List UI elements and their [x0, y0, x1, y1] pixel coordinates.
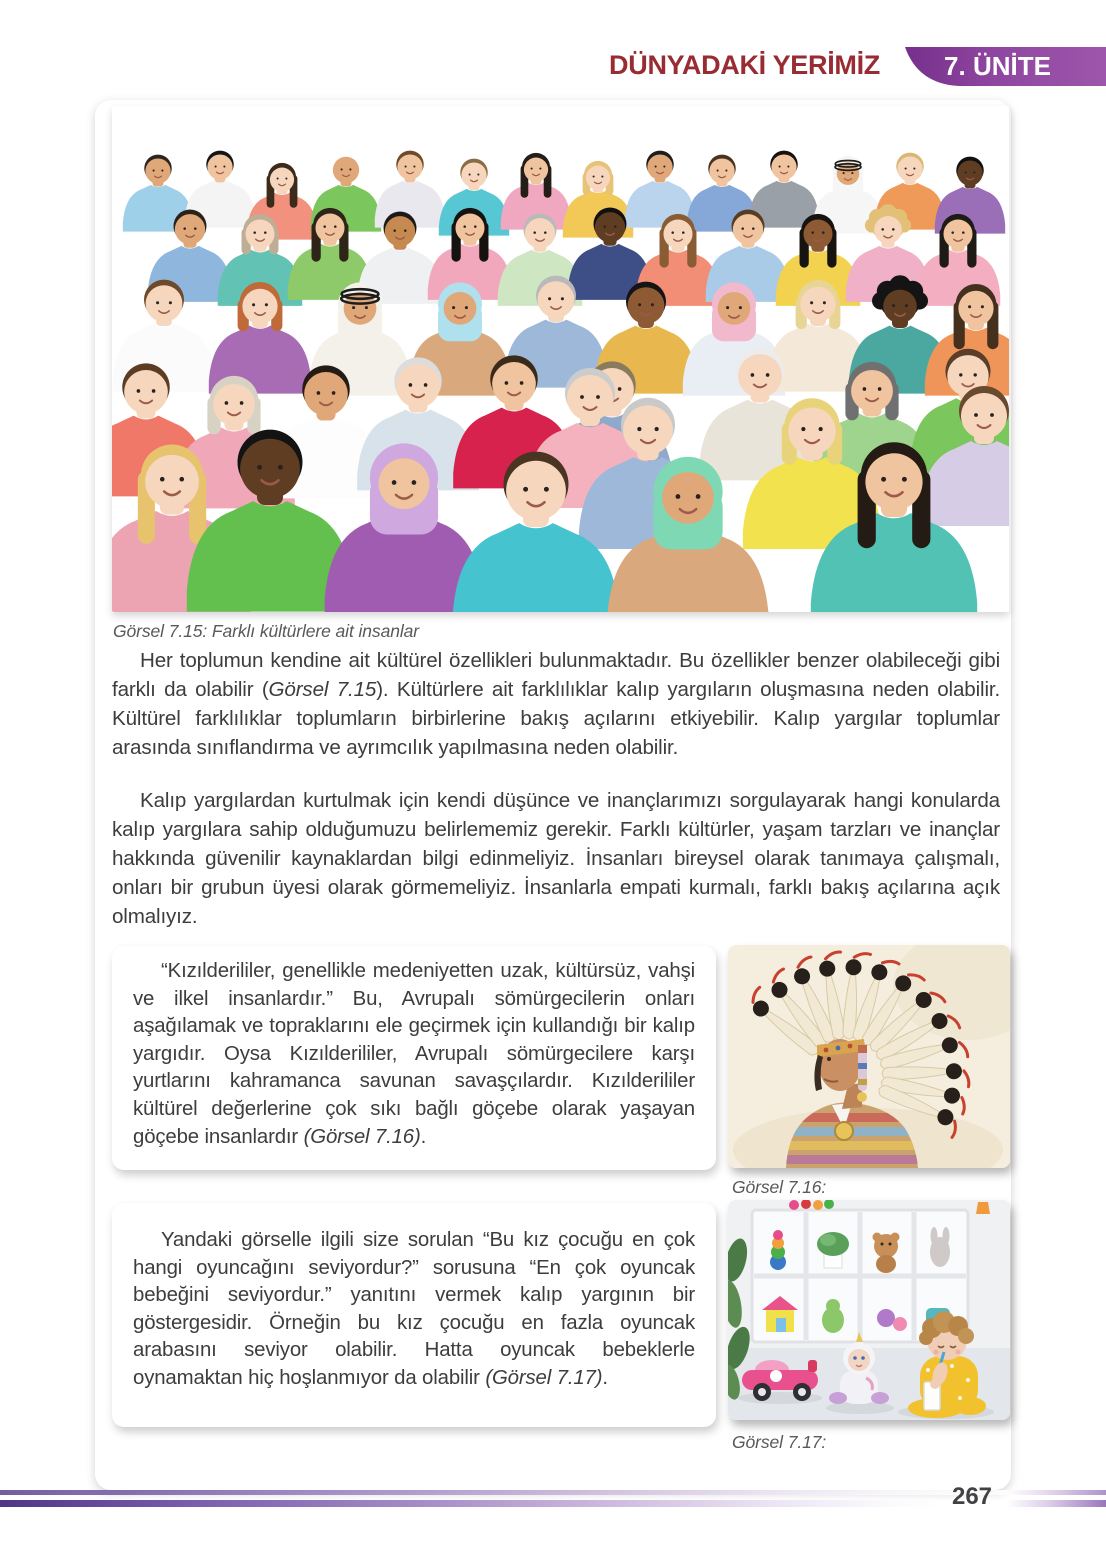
figure-7-17-toddler-image — [728, 1200, 1010, 1420]
figure-reference-7-16: (Görsel 7.16) — [303, 1125, 421, 1148]
figure-7-15-caption-text: Farklı kültürlere ait insanlar — [207, 621, 419, 641]
footer-rule-top — [0, 1490, 1106, 1495]
figure-7-17-caption-label: Görsel 7.17: — [732, 1432, 827, 1452]
figure-7-16-chief-image — [728, 945, 1010, 1168]
footer-rule-bottom — [0, 1500, 1106, 1507]
content-card — [95, 100, 1011, 1490]
figure-7-17-caption — [732, 1432, 826, 1453]
figure-7-15-crowd-photo — [112, 106, 1009, 612]
stereotype-example-box-2 — [112, 1203, 716, 1427]
page-title: DÜNYADAKİ YERİMİZ — [609, 50, 880, 80]
figure-7-16-caption — [732, 1177, 826, 1198]
paragraph-1 — [112, 646, 1000, 762]
box-1-text: “Kızılderililer, genellikle medeniyetten uzak, kültürsüz, vahşi ve ilkel insanlardır.” Bu, Avrupalı sömürgecilerin onları aşağılamak ve topraklarını ele geçirmek için kullandığı bir kalıp yargıdır. Oysa Kızılderililer, Avrupalı sömürgecilere karşı yurtlarını kahramanca savunan savaşçılardır. Kızılderililer kültürel değerlerine çok sıkı bağlı göçebe olarak yaşayan göçebe insanlardır — [133, 960, 695, 1148]
figure-7-15-caption-label: Görsel 7.15: — [113, 621, 208, 641]
box-1-text-end: . — [420, 1125, 427, 1148]
diverse-people-crowd-illustration — [112, 106, 1009, 612]
paragraph-2: Kalıp yargılardan kurtulmak için kendi düşünce ve inançlarımızı sorgulayarak hangi konularda kalıp yargılara sahip olduğumuzu belirlememiz gerekir. Farklı kültürler, yaşam tarzları ve inançlar hakkında güvenilir kaynaklardan bilgi edinmeliyiz. İnsanları bireysel olarak tanımaya çalışmalı, onları bir grubun üyesi olarak görmemeliyiz. İnsanlarla empati kurmalı, farklı bakış açılarına açık olmalıyız. — [112, 789, 1000, 928]
toddler-with-toys-illustration — [728, 1200, 1010, 1420]
box-2-text-end: . — [602, 1366, 608, 1389]
native-american-chief-illustration — [728, 945, 1010, 1168]
unit-badge — [905, 46, 1106, 86]
figure-7-16-caption-label: Görsel 7.16: — [732, 1177, 827, 1197]
paragraph-1-text-cont: ). Kültürlere ait farklılıklar kalıp yargıların oluşmasına neden olabilir. Kültürel farklılıklar toplumların birbirlerine bakış açılarını etkiyebilir. Kalıp yargılar toplumlar arasında sınıflandırma ve ayrımcılık yapılmasına neden olabilir. — [112, 678, 1001, 759]
paragraph-1-text: Her toplumun kendine ait kültürel özellikleri bulunmaktadır. Bu özellikler benzer olabileceği gibi farklı da olabilir ( — [112, 649, 1000, 701]
figure-reference-7-15: Görsel 7.15 — [268, 678, 377, 701]
box-2-text: Yandaki görselle ilgili size sorulan “Bu kız çocuğu en çok hangi oyuncağını seviyordur?” sorusuna “En çok oyuncak bebeğini seviyordur.” yanıtını vermek kalıp yargının bir göstergesidir. Örneğin bu kız çocuğu en fazla oyuncak arabasını seviyor olabilir. Hatta oyuncak bebeklerle oynamaktan hiç hoşlanmıyor da olabilir — [133, 1229, 695, 1389]
page-number: 267 — [951, 1483, 993, 1510]
figure-7-15-caption — [113, 621, 419, 642]
stereotype-example-box-1 — [112, 946, 716, 1170]
figure-reference-7-17: (Görsel 7.17) — [485, 1366, 603, 1389]
unit-badge-label: 7. ÜNİTE — [944, 51, 1051, 81]
